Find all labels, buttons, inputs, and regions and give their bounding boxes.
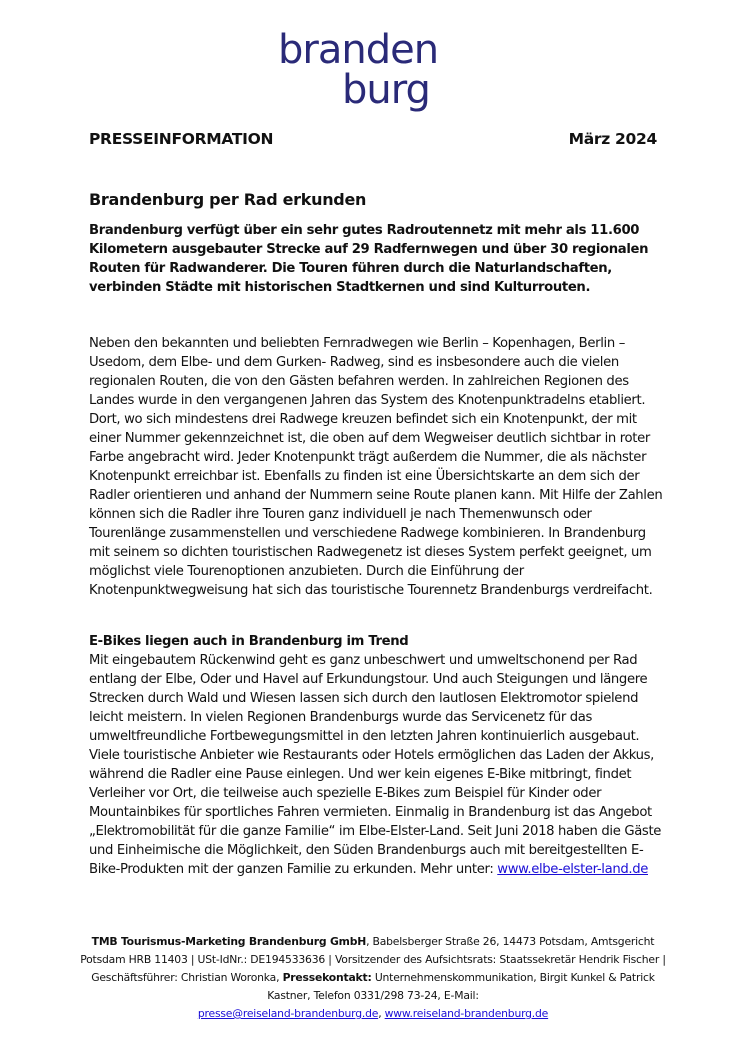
body-paragraph-1: Neben den bekannten und beliebten Fernradwegen wie Berlin – Kopenhagen, Berlin – Usedom, dem Elbe- und dem Gurken- Radweg, sind es insbesondere auch die vielen regionalen Routen, die von den Gästen befahren werden. In zahlreichen Regionen des Landes wurde in den vergangenen Jahren das System des Knotenpunktradelns etabliert. Dort, wo sich mindestens drei Radwege kreuzen befindet sich ein Knotenpunkt, der mit einer Nummer gekennzeichnet ist, die oben auf dem Wegweiser deutlich sichtbar in roter Farbe angebracht wird. Jeder Knotenpunkt trägt außerdem die Nummer, die als nächster Knotenpunkt erreichbar ist. Ebenfalls zu finden ist eine Übersichtskarte an dem sich der Radler orientieren und anhand der Nummern seine Route planen kann. Mit Hilfe der Zahlen können sich die Radler ihre Touren ganz individuell je nach Themenwunsch oder Tourenlänge zusammenstellen und verschiedene Radwege kombinieren. In Brandenburg mit seinem so dichten touristischen Radwegenetz ist dieses System perfekt geeignet, um möglichst viele Tourenoptionen anzubieten. Durch die Einführung der Knotenpunktwegweisung hat sich das touristische Tourennetz Brandenburgs verdreifacht. xyxy=(89,336,663,598)
logo-line1: branden xyxy=(278,27,439,73)
footer-company: TMB Tourismus-Marketing Brandenburg GmbH xyxy=(91,935,367,948)
page-title: Brandenburg per Rad erkunden xyxy=(89,190,367,209)
logo-line2: burg xyxy=(342,67,430,113)
footer-press-label: Pressekontakt: xyxy=(282,971,372,984)
footer-contact: Unternehmenskommunikation, Birgit Kunkel & Patrick Kastner, Telefon 0331/298 73-24, E-Mail: xyxy=(267,971,655,1002)
press-date: März 2024 xyxy=(568,130,657,148)
footer-email-link[interactable]: presse@reiseland-brandenburg.de xyxy=(197,1007,379,1020)
press-header xyxy=(89,130,657,148)
ebikes-text: Mit eingebautem Rückenwind geht es ganz unbeschwert und umweltschonend per Rad entlang der Elbe, Oder und Havel auf Erkundungstour. Und auch Steigungen und längere Strecken durch Wald und Wiesen lassen sich durch den lautlosen Elektromotor spielend leicht meistern. In vielen Regionen Brandenburgs wurde das Servicenetz für das umweltfreundliche Fortbewegungsmittel in den letzten Jahren kontinuierlich ausgebaut. Viele touristische Anbieter wie Restaurants oder Hotels ermöglichen das Laden der Akkus, während die Radler eine Pause einlegen. Und wer kein eigenes E-Bike mitbringt, findet Verleiher vor Ort, die teilweise auch spezielle E-Bikes zum Beispiel für Kinder oder Mountainbikes für sportliches Fahren vermieten. Einmalig in Brandenburg ist das Angebot „Elektromobilität für die ganze Familie“ im Elbe-Elster-Land. Seit Juni 2018 haben die Gäste und Einheimische die Möglichkeit, den Süden Brandenburgs auch mit bereitgestellten E-Bike-Produkten mit der ganzen Familie zu erkunden. Mehr unter: xyxy=(89,653,662,877)
elbe-elster-link[interactable]: www.elbe-elster-land.de xyxy=(497,862,648,877)
footer-website-link[interactable]: www.reiseland-brandenburg.de xyxy=(384,1007,549,1020)
footer-separator: , xyxy=(378,1007,385,1020)
lead-paragraph: Brandenburg verfügt über ein sehr gutes Radroutennetz mit mehr als 11.600 Kilometern ausgebauter Strecke auf 29 Radfernwegen und über 30 regionalen Routen für Radwanderer. Die Touren führen durch die Naturlandschaften, verbinden Städte mit historischen Stadtkernen und sind Kulturrouten. xyxy=(89,223,649,295)
section-heading-ebikes: E-Bikes liegen auch in Brandenburg im Trend xyxy=(89,634,409,649)
footer-address: , Babelsberger Straße 26, 14473 Potsdam, Amtsgericht Potsdam HRB 11403 | USt-IdNr.: DE194533636 | Vorsitzender des Aufsichtsrats: Staatssekretär Hendrik Fischer | Geschäftsführer: Christian Woronka, xyxy=(80,935,666,984)
footer-imprint xyxy=(80,933,666,1023)
press-label: PRESSEINFORMATION xyxy=(89,130,274,148)
body-paragraph-2 xyxy=(89,651,664,879)
